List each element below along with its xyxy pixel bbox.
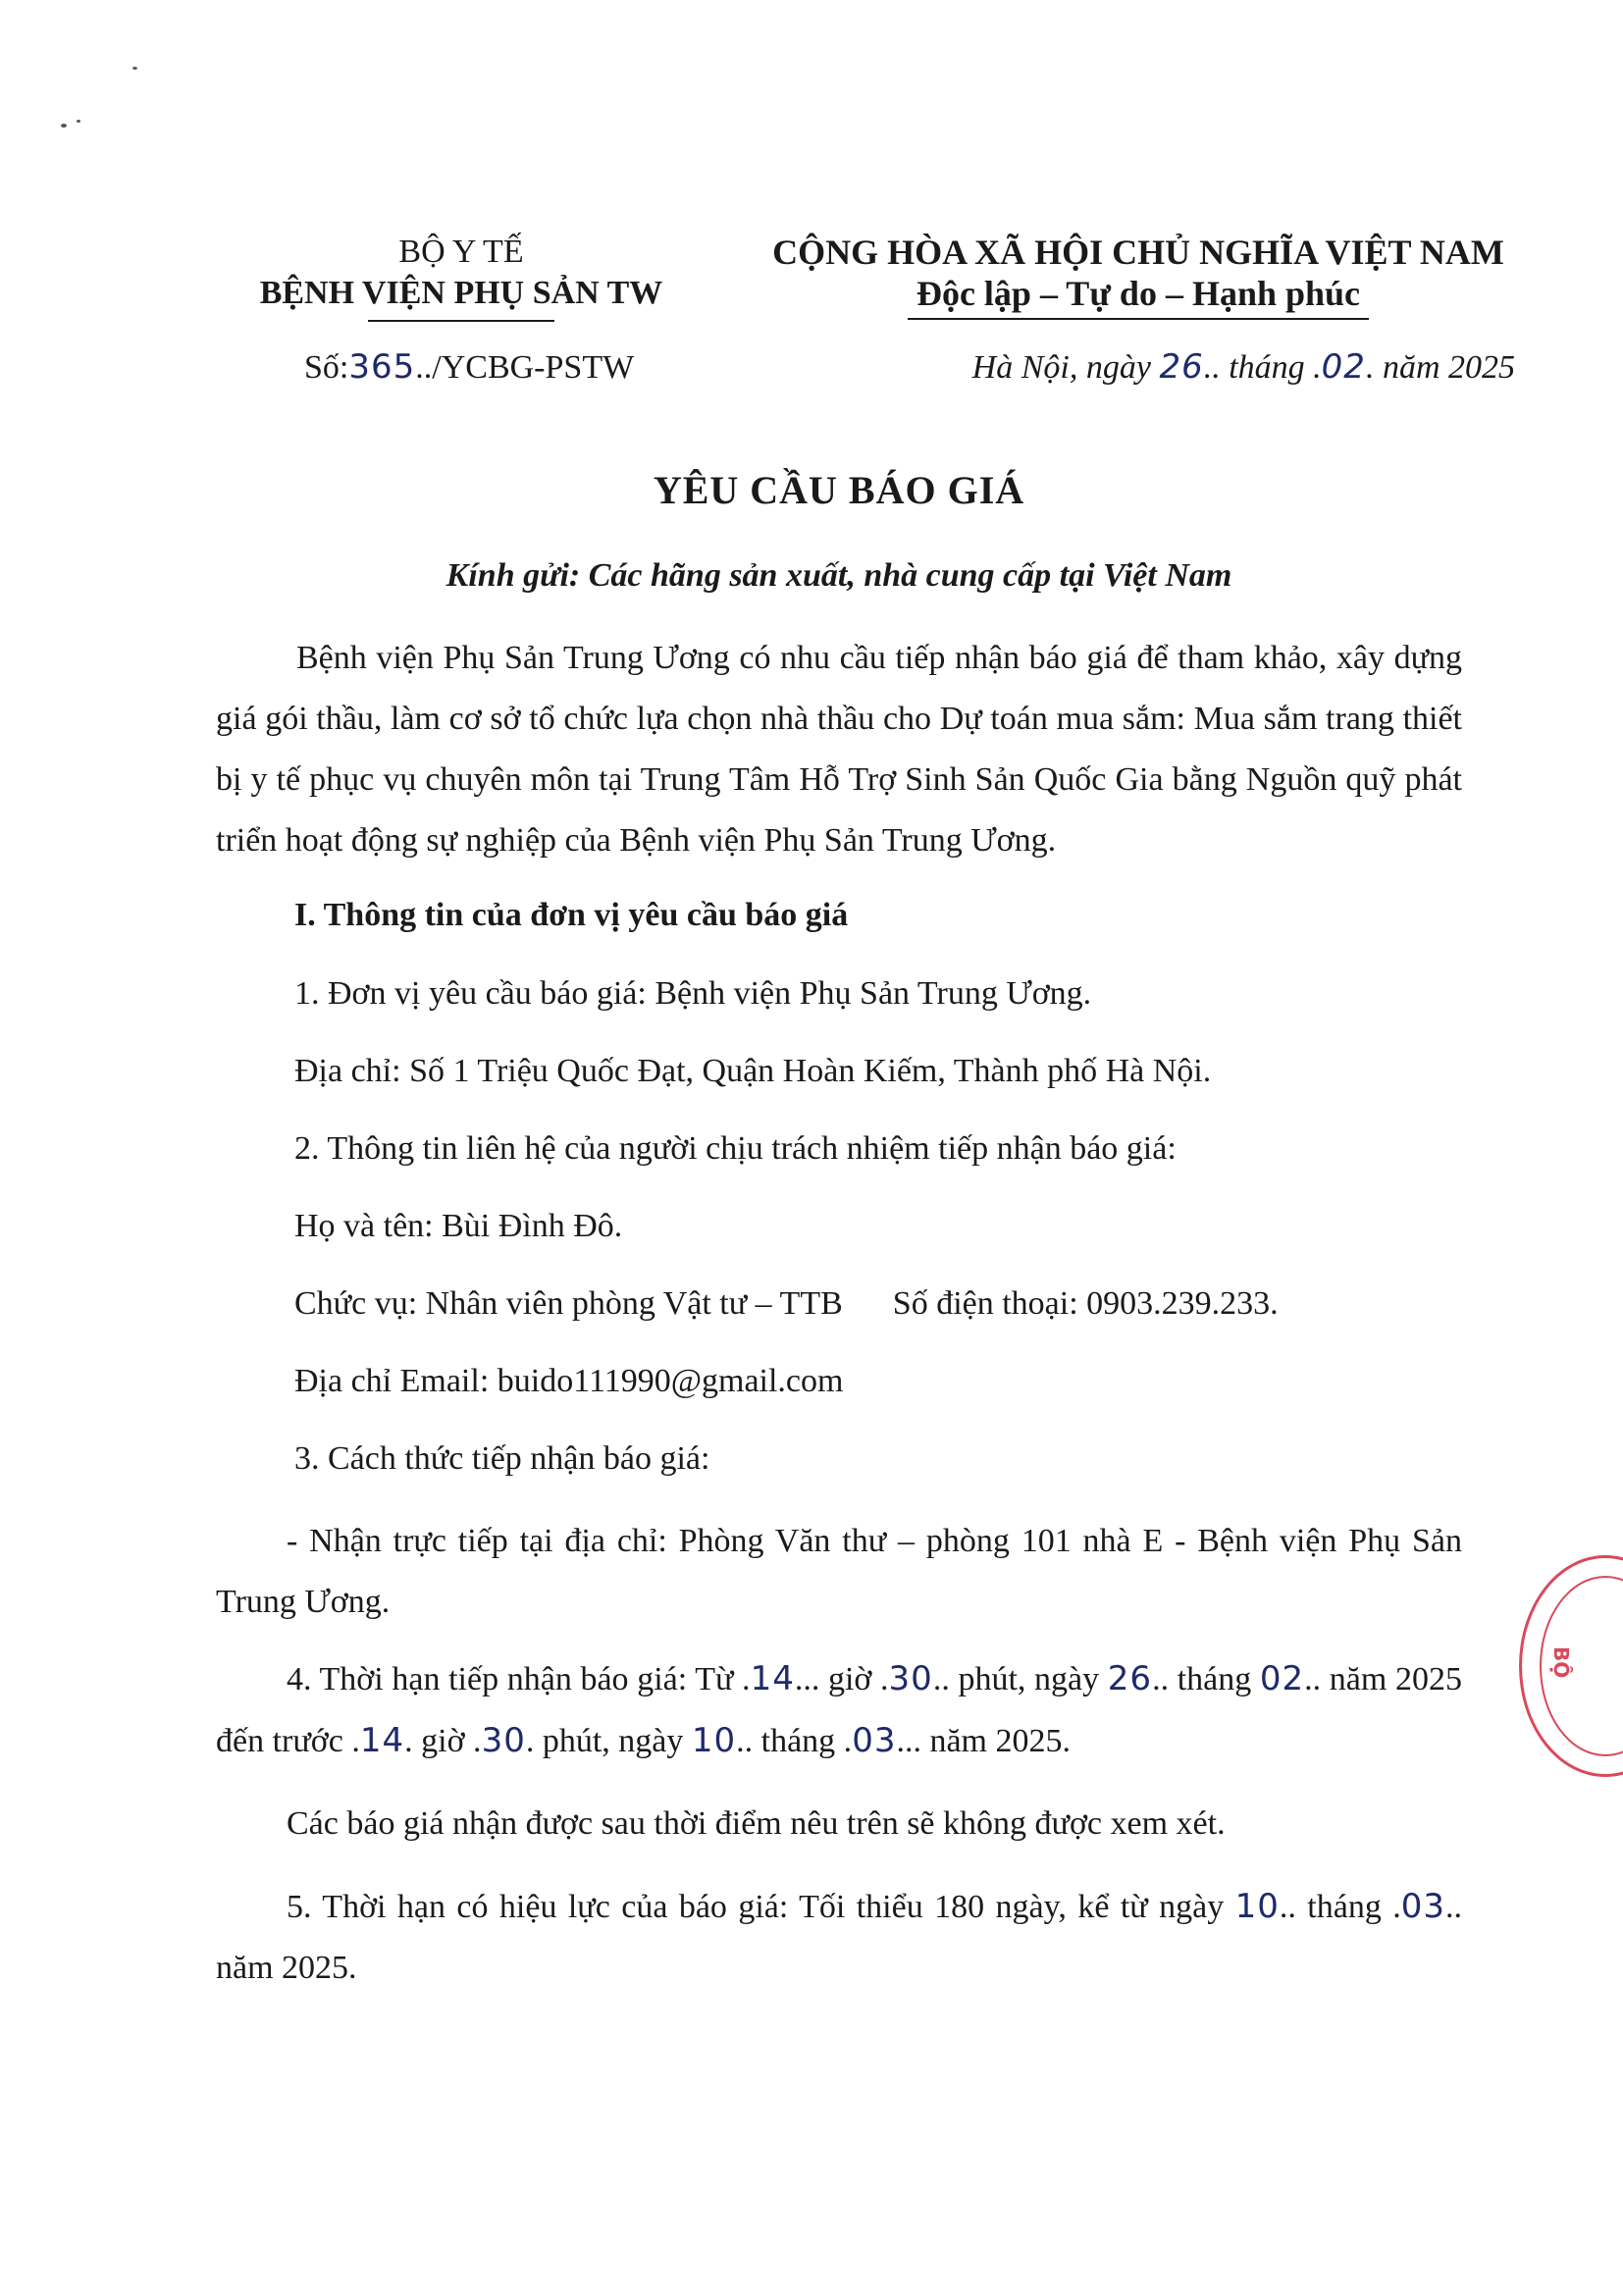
contact-position-row	[294, 1285, 1279, 1323]
validity-text: .. năm 2025.	[216, 1889, 1462, 1986]
motto: Độc lập – Tự do – Hạnh phúc	[916, 274, 1361, 313]
validity-text: .. tháng .	[1279, 1889, 1401, 1925]
document-title: YÊU CẦU BÁO GIÁ	[653, 468, 1025, 512]
doc-number-suffix: ../YCBG-PSTW	[415, 349, 635, 386]
date-year: . năm 2025	[1365, 349, 1515, 386]
deadline-start-month: 02	[1259, 1659, 1305, 1698]
deadline-end-day: 10	[691, 1721, 737, 1760]
scan-speck	[77, 120, 80, 123]
item-3-method: 3. Cách thức tiếp nhận báo giá:	[294, 1440, 710, 1477]
recipient-line: Kính gửi: Các hãng sản xuất, nhà cung cấp tại Việt Nam	[445, 557, 1232, 594]
hospital-underline	[368, 320, 554, 322]
deadline-end-hour: 14	[359, 1721, 405, 1760]
deadline-end-minute: 30	[481, 1721, 526, 1760]
deadline-text: .. phút, ngày	[932, 1661, 1108, 1697]
hospital-name: BỆNH VIỆN PHỤ SẢN TW	[259, 275, 663, 311]
validity-day: 10	[1234, 1887, 1280, 1926]
deadline-text: . phút, ngày	[525, 1723, 692, 1759]
seal-text: BỘ	[1549, 1646, 1573, 1679]
document-number	[304, 347, 634, 387]
motto-underline	[908, 318, 1369, 320]
deadline-text: 4. Thời hạn tiếp nhận báo giá: Từ .	[287, 1661, 751, 1697]
deadline-text: . giờ .	[404, 1723, 482, 1759]
date-day-handwritten: 26	[1159, 347, 1204, 387]
issuer-block	[236, 232, 687, 322]
deadline-start-day: 26	[1107, 1659, 1153, 1698]
deadline-start-hour: 14	[750, 1659, 795, 1698]
scan-speck	[132, 67, 137, 70]
late-note: Các báo giá nhận được sau thời điểm nêu trên sẽ không được xem xét.	[287, 1805, 1226, 1842]
national-header	[746, 232, 1531, 320]
contact-name: Họ và tên: Bùi Đình Đô.	[294, 1208, 623, 1244]
contact-email: Địa chỉ Email: buido111990@gmail.com	[294, 1363, 844, 1399]
contact-position: Chức vụ: Nhân viên phòng Vật tư – TTB	[294, 1285, 843, 1322]
ministry-name: BỘ Y TẾ	[398, 234, 524, 270]
intro-text: Bệnh viện Phụ Sản Trung Ương có nhu cầu tiếp nhận báo giá để tham khảo, xây dựng giá gói thầu, làm cơ sở tổ chức lựa chọn nhà thầu cho Dự toán mua sắm: Mua sắm trang thiết bị y tế phục vụ chuyên môn tại Trung Tâm Hỗ Trợ Sinh Sản Quốc Gia bằng Nguồn quỹ phát triển hoạt động sự nghiệp của Bệnh viện Phụ Sản Trung Ương.	[216, 640, 1462, 859]
deadline-text: .. tháng .	[736, 1723, 853, 1759]
scan-speck	[61, 124, 67, 128]
contact-phone: Số điện thoại: 0903.239.233.	[892, 1285, 1279, 1322]
deadline-end-month: 03	[852, 1721, 897, 1760]
validity-text: 5. Thời hạn có hiệu lực của báo giá: Tối thiểu 180 ngày, kể từ ngày	[287, 1889, 1235, 1925]
deadline-text: .. tháng	[1152, 1661, 1260, 1697]
deadline-start-minute: 30	[888, 1659, 933, 1698]
date-month-label: .. tháng .	[1203, 349, 1322, 386]
deadline-text: ... giờ .	[794, 1661, 889, 1697]
item-2-contact: 2. Thông tin liên hệ của người chịu trách nhiệm tiếp nhận báo giá:	[294, 1130, 1177, 1167]
doc-number-prefix: Số:	[304, 349, 349, 386]
deadline-text: ... năm 2025.	[896, 1723, 1071, 1759]
item-1-requester: 1. Đơn vị yêu cầu báo giá: Bệnh viện Phụ Sản Trung Ương.	[294, 975, 1092, 1012]
doc-number-handwritten: 365	[348, 347, 416, 387]
date-prefix: Hà Nội, ngày	[971, 349, 1160, 386]
official-seal	[1519, 1555, 1623, 1777]
requester-address: Địa chỉ: Số 1 Triệu Quốc Đạt, Quận Hoàn Kiếm, Thành phố Hà Nội.	[294, 1053, 1212, 1089]
place-date	[972, 347, 1515, 387]
item-5-validity	[216, 1876, 1462, 1999]
validity-month: 03	[1400, 1887, 1445, 1926]
intro-paragraph	[216, 628, 1462, 871]
item-4-deadline	[216, 1648, 1462, 1772]
deadline-text: .. năm 2025 đến trước .	[216, 1661, 1462, 1759]
receive-method: - Nhận trực tiếp tại địa chỉ: Phòng Văn thư – phòng 101 nhà E - Bệnh viện Phụ Sản Trung Ương.	[216, 1523, 1462, 1620]
republic-name: CỘNG HÒA XÃ HỘI CHỦ NGHĨA VIỆT NAM	[772, 233, 1504, 272]
section-1-heading: I. Thông tin của đơn vị yêu cầu báo giá	[294, 897, 849, 933]
date-month-handwritten: 02	[1321, 347, 1366, 387]
